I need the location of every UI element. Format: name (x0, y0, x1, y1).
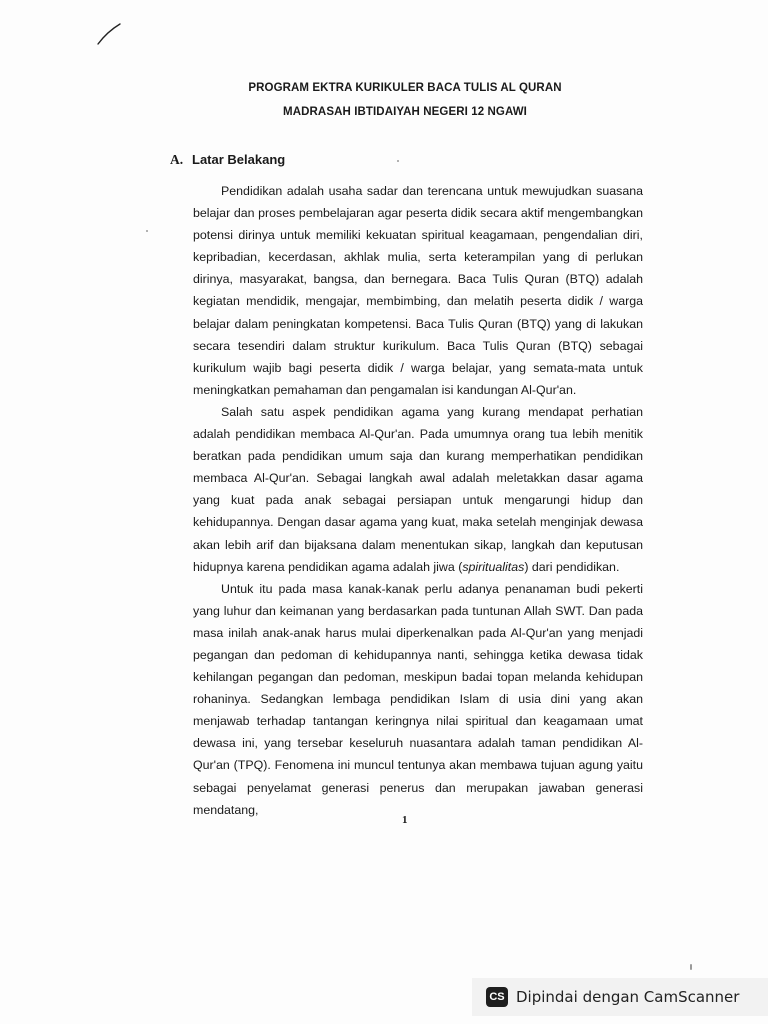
camscanner-logo-icon: CS (486, 987, 508, 1007)
paragraph-2 (193, 401, 643, 578)
document-subtitle: MADRASAH IBTIDAIYAH NEGERI 12 NGAWI (283, 106, 527, 118)
scan-speck (690, 964, 692, 970)
pen-stroke-mark (96, 22, 122, 46)
paragraph-2-end: ) dari pendidikan. (524, 559, 620, 574)
body-text (193, 180, 643, 821)
paragraph-1: Pendidikan adalah usaha sadar dan terencana untuk mewujudkan suasana belajar dan proses pembelajaran agar peserta didik secara aktif mengembangkan potensi dirinya untuk memiliki kekuatan spiritual keagamaan, pengendalian diri, kepribadian, kecerdasan, akhlak mulia, serta keterampilan yang di perlukan dirinya, masyarakat, bangsa, dan bernegara. Baca Tulis Quran (BTQ) adalah kegiatan mendidik, mengajar, membimbing, dan melatih peserta didik / warga belajar dalam peningkatan kompetensi. Baca Tulis Quran (BTQ) yang di lakukan secara tesendiri dalam struktur kurikulum. Baca Tulis Quran (BTQ) sebagai kurikulum wajib bagi peserta didik / warga belajar, yang semata-mata untuk meningkatkan pemahaman dan pengamalan isi kandungan Al-Qur'an. (193, 184, 643, 397)
document-title: PROGRAM EKTRA KURIKULER BACA TULIS AL QURAN (248, 82, 562, 94)
camscanner-watermark (472, 978, 768, 1016)
paragraph-2-italic: spiritualitas (462, 559, 525, 574)
paragraph-3: Untuk itu pada masa kanak-kanak perlu adanya penanaman budi pekerti yang luhur dan keimanan yang berdasarkan pada tuntunan Allah SWT. Dan pada masa inilah anak-anak harus mulai diperkenalkan pada Al-Qur'an yang menjadi pegangan dan pedoman di kehidupannya nanti, sehingga ketika dewasa tidak kehilangan pegangan dan pedoman, meskipun badai topan melanda kehidupan rohaninya. Sedangkan lembaga pendidikan Islam di usia dini yang akan menjawab terhadap tantangan keringnya nilai spiritual dan keagamaan umat dewasa ini, yang tersebar keseluruh nuasantara adalah taman pendidikan Al-Qur'an (TPQ). Fenomena ini muncul tentunya akan membawa tujuan agung yaitu sebagai penyelamat generasi penerus dan merupakan jawaban generasi mendatang, (193, 581, 643, 817)
scan-speck (397, 160, 399, 162)
section-title: Latar Belakang (192, 152, 286, 167)
section-letter: A. (170, 152, 184, 167)
paragraph-2-text: Salah satu aspek pendidikan agama yang kurang mendapat perhatian adalah pendidikan membaca Al-Qur'an. Pada umumnya orang tua lebih menitik beratkan pada pendidikan umum saja dan kurang memperhatikan pendidikan membaca Al-Qur'an. Sebagai langkah awal adalah meletakkan dasar agama yang kuat pada anak sebagai persiapan untuk mengarungi hidup dan kehidupannya. Dengan dasar agama yang kuat, maka setelah menginjak dewasa akan lebih arif dan bijaksana dalam menentukan sikap, langkah dan keputusan hidupnya karena pendidikan agama adalah jiwa ( (193, 404, 643, 574)
page-number: 1 (402, 814, 408, 826)
camscanner-text: Dipindai dengan CamScanner (516, 988, 740, 1006)
section-heading (170, 152, 285, 168)
scan-speck (146, 230, 148, 232)
